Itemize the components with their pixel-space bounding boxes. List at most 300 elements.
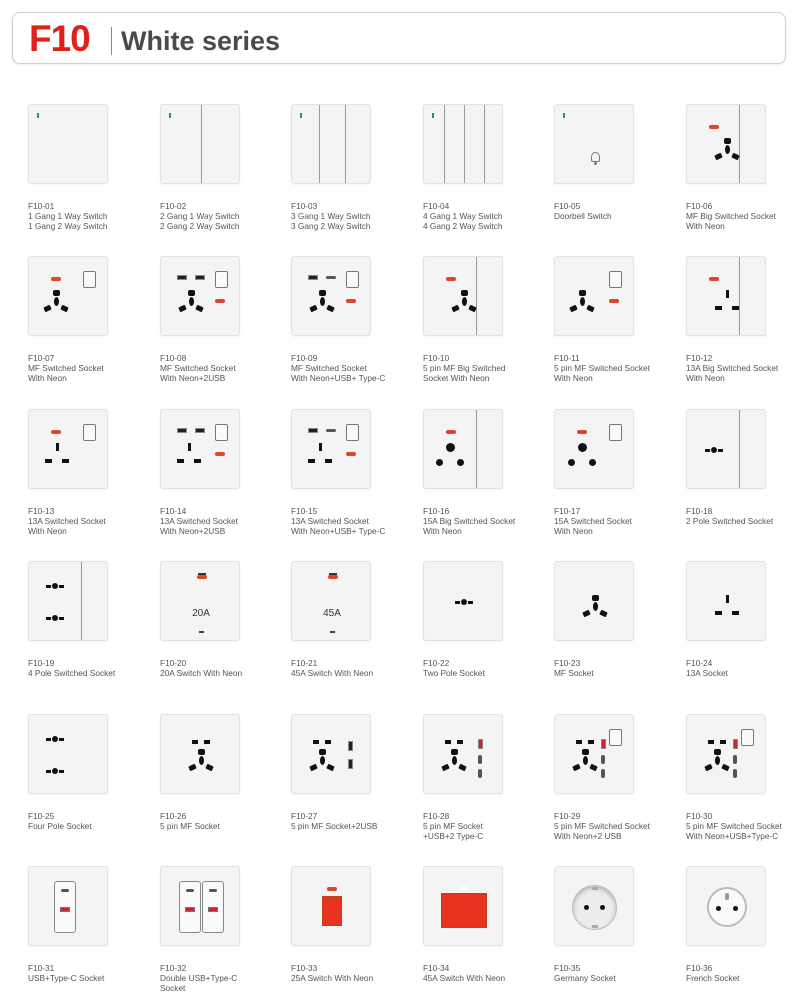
neon-indicator [51,430,61,434]
on-marker [199,631,204,633]
product-card [28,256,146,396]
product-card [423,409,541,549]
45a-switch-icon [291,561,371,641]
usb-port [60,907,70,912]
13a-socket-icon [686,561,766,641]
product-description: Doorbell Switch [554,211,612,221]
product-card [160,256,278,396]
product-card [554,714,672,854]
pin-slot [721,764,729,771]
pin-slot [60,305,68,312]
product-description: MF Switched Socket With Neon+2USB [160,363,236,383]
pin-slot [205,764,213,771]
pin-slot [592,595,599,601]
product-code: F10-13 [28,506,55,516]
product-card [28,104,146,244]
big-switch-divider [739,105,740,184]
rocker-switch [609,424,622,441]
product-description: MF Socket [554,668,594,678]
amp-label: 45A [323,608,341,619]
neon-indicator [446,277,456,281]
pin-slot [52,615,58,621]
status-led [300,113,302,118]
product-code: F10-12 [686,353,713,363]
product-description: 15A Big Switched Socket With Neon [423,516,516,536]
pin-slot [600,905,605,910]
product-code: F10-27 [291,811,318,821]
red-rocker-switch [441,893,487,928]
product-card [291,714,409,854]
product-card [554,104,672,244]
gang-divider [464,105,465,184]
typec-port [478,755,482,764]
product-description: 13A Switched Socket With Neon+USB+ Type-C [291,516,386,536]
product-description: 5 pin MF Big Switched Socket With Neon [423,363,506,383]
pin-slot [715,306,722,310]
usb-port [195,275,205,280]
pin-slot [52,736,58,742]
pin-slot [59,738,64,741]
pin-slot [441,764,449,771]
big-switch-divider [81,562,82,641]
neon-indicator [197,575,207,579]
usb-port [348,741,353,751]
product-card [423,104,541,244]
pin-slot [46,617,51,620]
product-code: F10-04 [423,201,450,211]
product-description: 5 pin MF Switched Socket With Neon+USB+Type-C [686,821,782,841]
product-description: French Socket [686,973,740,983]
product-description: 13A Switched Socket With Neon+2USB [160,516,238,536]
rocker-switch [741,729,754,746]
product-card [554,866,672,1000]
product-description: Four Pole Socket [28,821,92,831]
pin-slot [59,770,64,773]
usb-port [177,275,187,280]
pin-slot [326,305,334,312]
pin-slot [204,740,210,744]
product-description: 15A Switched Socket With Neon [554,516,632,536]
typec-port [326,276,336,279]
pin-slot [582,749,589,755]
mf-socket-icon [554,561,634,641]
pin-slot [56,443,60,451]
13a-big-switched-socket-icon [686,256,766,336]
pin-slot [52,583,58,589]
neon-indicator [609,299,619,303]
pin-slot [732,306,739,310]
pin-slot [52,768,58,774]
product-card [291,256,409,396]
pin-slot [576,740,582,744]
product-description: MF Big Switched Socket With Neon [686,211,776,231]
product-description: 4 Gang 1 Way Switch 4 Gang 2 Way Switch [423,211,503,231]
neon-indicator [446,430,456,434]
neon-indicator [709,125,719,129]
product-card [291,409,409,549]
5pin-socket-usb-typec-icon [423,714,503,794]
pin-slot [589,764,597,771]
product-code: F10-08 [160,353,187,363]
product-card [28,409,146,549]
status-led [563,113,565,118]
pin-slot [579,290,586,296]
product-code: F10-14 [160,506,187,516]
product-code: F10-15 [291,506,318,516]
rocker-switch [83,271,96,288]
pin-slot [188,443,192,451]
pin-slot [724,138,731,144]
product-card [423,866,541,1000]
product-code: F10-07 [28,353,55,363]
pin-slot [714,749,721,755]
pin-slot [59,617,64,620]
usb-port [177,428,187,433]
product-card [554,256,672,396]
product-card [423,561,541,701]
usb-port [478,739,483,749]
product-code: F10-17 [554,506,581,516]
pin-slot [320,297,325,306]
13a-switched-socket-icon [28,409,108,489]
4pole-switched-socket-icon [28,561,108,641]
neon-indicator [51,277,61,281]
switch-1gang-icon [28,104,108,184]
product-code: F10-02 [160,201,187,211]
pin-slot [569,305,577,312]
pin-slot [708,740,714,744]
pin-slot [451,305,459,312]
pin-slot [188,290,195,296]
product-description: 45A Switch With Neon [291,668,374,678]
neon-indicator [577,430,587,434]
product-card [160,409,278,549]
typec-port [326,429,336,432]
product-code: F10-28 [423,811,450,821]
product-card [291,866,409,1000]
product-code: F10-33 [291,963,318,973]
usb-port [308,275,318,280]
typec-port [478,769,482,778]
product-description: USB+Type-C Socket [28,973,105,983]
pin-slot [733,906,738,911]
typec-port [186,889,194,892]
product-code: F10-25 [28,811,55,821]
double-usb-typec-socket-icon [160,866,240,946]
product-code: F10-34 [423,963,450,973]
pin-slot [716,906,721,911]
rocker-switch [215,271,228,288]
product-card [423,714,541,854]
usb-port [195,428,205,433]
product-description: Germany Socket [554,973,616,983]
product-code: F10-19 [28,658,55,668]
usb-port [733,739,738,749]
pin-slot [586,305,594,312]
series-title: White series [121,26,281,56]
typec-port [61,889,69,892]
product-description: Double USB+Type-C Socket [160,973,238,993]
25a-switch-icon [291,866,371,946]
product-code: F10-11 [554,353,580,363]
big-switch-divider [739,410,740,489]
big-switch-divider [476,410,477,489]
pin-slot [309,305,317,312]
product-description: 4 Pole Switched Socket [28,668,116,678]
switch-3gang-icon [291,104,371,184]
pin-slot [599,610,607,617]
bell-clapper [594,162,597,165]
product-description: MF Switched Socket With Neon [28,363,104,383]
pin-slot [188,764,196,771]
mf-switched-socket-icon [28,256,108,336]
typec-port [209,889,217,892]
product-code: F10-30 [686,811,713,821]
pin-slot [54,297,59,306]
rocker-switch [609,271,622,288]
usb-port [308,428,318,433]
gang-divider [345,105,346,184]
product-description: 5 pin MF Socket +USB+2 Type-C [423,821,484,841]
typec-port [733,755,737,764]
mf-big-switched-socket-icon [686,104,766,184]
2pole-switched-socket-icon [686,409,766,489]
pin-slot [194,459,201,463]
pin-slot [319,290,326,296]
pin-slot [582,610,590,617]
pin-slot [308,459,315,463]
pin-slot [325,740,331,744]
rocker-switch [215,424,228,441]
product-code: F10-05 [554,201,581,211]
on-marker [330,631,335,633]
pin-slot [53,290,60,296]
neon-indicator [346,299,356,303]
gang-divider [319,105,320,184]
pin-slot [583,756,588,765]
pin-slot [451,749,458,755]
product-code: F10-22 [423,658,450,668]
5pin-mf-socket-icon [160,714,240,794]
product-card [291,104,409,244]
product-code: F10-23 [554,658,581,668]
pin-slot [462,297,467,306]
pin-slot [309,764,317,771]
5pin-switched-socket-2usb-icon [554,714,634,794]
usb-typec-socket-icon [28,866,108,946]
pin-slot [457,459,464,466]
product-card [28,714,146,854]
pin-slot [468,601,473,604]
pin-slot [199,756,204,765]
pin-slot [446,443,455,452]
pin-slot [325,459,332,463]
product-code: F10-36 [686,963,713,973]
neon-indicator [327,887,337,891]
product-card [686,409,800,549]
pin-slot [584,905,589,910]
5pin-switched-socket-icon [554,256,634,336]
pin-slot [313,740,319,744]
pin-slot [725,145,730,154]
amp-label: 20A [192,608,210,619]
french-socket-icon [686,866,766,946]
typec-port [601,769,605,778]
pin-slot [62,459,69,463]
5pin-socket-2usb-icon [291,714,371,794]
pin-slot [458,764,466,771]
mf-socket-usb-typec-icon [291,256,371,336]
product-card [686,561,800,701]
product-code: F10-01 [28,201,55,211]
product-description: MF Switched Socket With Neon+USB+ Type-C [291,363,386,383]
product-description: 45A Switch With Neon [423,973,506,983]
product-code: F10-26 [160,811,187,821]
status-led [169,113,171,118]
product-code: F10-06 [686,201,713,211]
product-code: F10-29 [554,811,581,821]
pin-slot [578,443,587,452]
product-description: 13A Big Switched Socket With Neon [686,363,779,383]
pin-slot [568,459,575,466]
pin-slot [320,756,325,765]
product-code: F10-24 [686,658,713,668]
5pin-switched-socket-usb-typec-icon [686,714,766,794]
gang-divider [484,105,485,184]
pin-slot [195,305,203,312]
15a-big-switched-socket-icon [423,409,503,489]
neon-indicator [460,887,468,890]
product-card [554,409,672,549]
neon-indicator [328,575,338,579]
pin-slot [198,749,205,755]
pin-slot [705,449,710,452]
product-code: F10-03 [291,201,318,211]
usb-port [348,759,353,769]
rocker-switch [83,424,96,441]
pin-slot [319,443,323,451]
rocker-switch [346,271,359,288]
product-code: F10-18 [686,506,713,516]
45a-switch-red-icon [423,866,503,946]
product-description: 13A Socket [686,668,728,678]
pin-slot [178,305,186,312]
product-code: F10-16 [423,506,450,516]
pin-slot [711,447,717,453]
pin-slot [46,585,51,588]
schuko-recess [572,885,617,930]
product-code: F10-32 [160,963,187,973]
15a-switched-socket-icon [554,409,634,489]
earth-pin [725,893,729,900]
product-description: 20A Switch With Neon [160,668,243,678]
pin-slot [192,740,198,744]
5pin-big-switched-socket-icon [423,256,503,336]
bell-icon [591,152,600,162]
off-marker [329,573,337,575]
pin-slot [45,459,52,463]
pin-slot [461,599,467,605]
gang-divider [201,105,202,184]
pin-slot [588,740,594,744]
product-card [160,561,278,701]
product-code: F10-20 [160,658,187,668]
rocker-switch [346,424,359,441]
pin-slot [457,740,463,744]
product-description: 5 pin MF Switched Socket With Neon+2 USB [554,821,650,841]
product-description: 13A Switched Socket With Neon [28,516,106,536]
product-code: F10-10 [423,353,450,363]
status-led [37,113,39,118]
product-code: F10-21 [291,658,318,668]
product-description: 2 Gang 1 Way Switch 2 Gang 2 Way Switch [160,211,240,231]
gang-divider [444,105,445,184]
pin-slot [572,764,580,771]
pin-slot [714,153,722,160]
usb-port [601,739,606,749]
product-card [686,866,800,1000]
pin-slot [715,611,722,615]
product-card [160,714,278,854]
product-description: 25A Switch With Neon [291,973,374,983]
product-card [160,104,278,244]
pin-slot [189,297,194,306]
neon-indicator [215,452,225,456]
pin-slot [319,749,326,755]
earth-clip [592,925,598,928]
product-description: 5 pin MF Socket [160,821,220,831]
13a-socket-2usb-icon [160,409,240,489]
pin-slot [46,738,51,741]
13a-socket-usb-typec-icon [291,409,371,489]
red-rocker-switch [322,896,342,926]
pin-slot [589,459,596,466]
pin-slot [726,290,730,298]
neon-indicator [709,277,719,281]
product-card [423,256,541,396]
pin-slot [436,459,443,466]
product-card [686,104,800,244]
pin-slot [718,449,723,452]
germany-socket-icon [554,866,634,946]
pin-slot [461,290,468,296]
usb-port [208,907,218,912]
pin-slot [177,459,184,463]
product-description: 2 Pole Switched Socket [686,516,774,526]
pin-slot [455,601,460,604]
pin-slot [445,740,451,744]
pin-slot [715,756,720,765]
product-card [554,561,672,701]
pin-slot [43,305,51,312]
pin-slot [726,595,730,603]
20a-switch-icon [160,561,240,641]
product-card [28,561,146,701]
mf-socket-2usb-icon [160,256,240,336]
pin-slot [452,756,457,765]
usb-port [185,907,195,912]
pin-slot [59,585,64,588]
four-pole-socket-icon [28,714,108,794]
off-marker [198,573,206,575]
big-switch-divider [739,257,740,336]
typec-port [601,755,605,764]
big-switch-divider [476,257,477,336]
product-description: 1 Gang 1 Way Switch 1 Gang 2 Way Switch [28,211,108,231]
product-description: Two Pole Socket [423,668,485,678]
brand-title: F10 [29,18,90,59]
status-led [432,113,434,118]
